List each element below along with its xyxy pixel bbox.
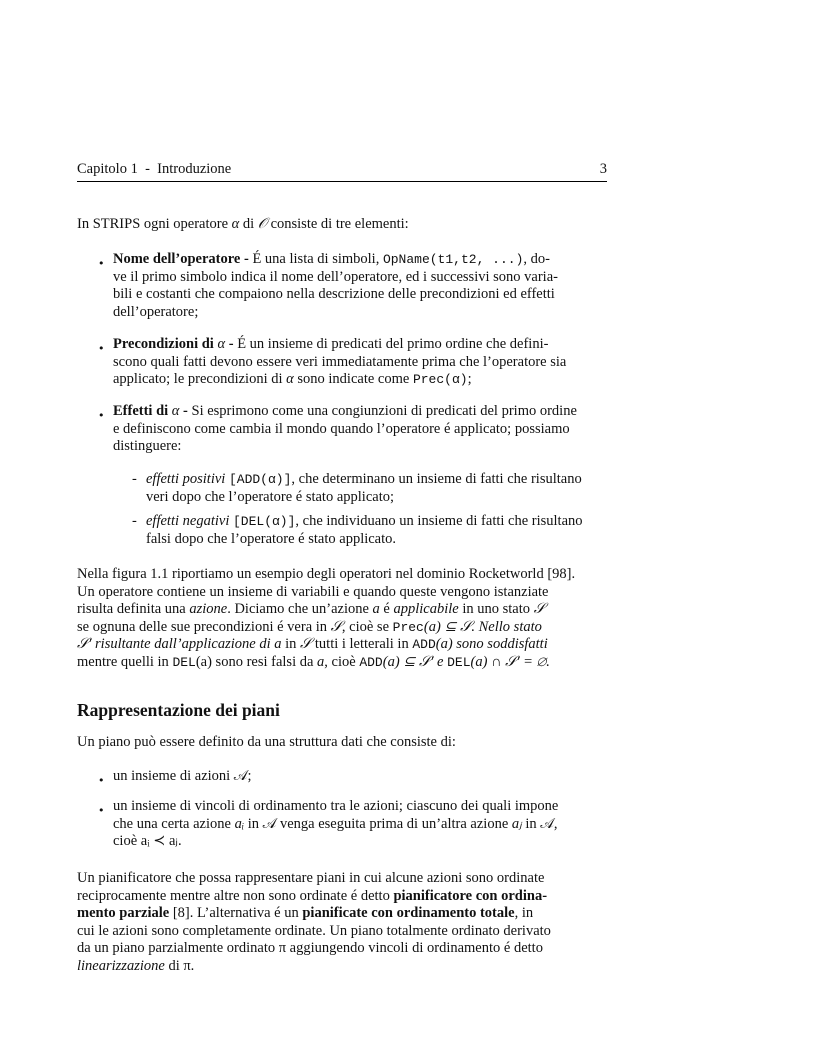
bullet-marker: •	[98, 804, 105, 817]
bullet-marker: •	[98, 409, 105, 422]
running-header	[77, 160, 607, 182]
paragraph-partial-order: Un pianificatore che possa rappresentare piani in cui alcune azioni sono ordinate reciprocamente mentre altre non sono ordinate é detto pianificatore con ordina- mento parziale [8]. L’alternativa é un pianificate con ordinamento totale, in cui le azioni sono completamente ordinate. Un piano totalmente ordinato derivato da un piano parzialmente ordinato π aggiungendo vincoli di ordinamento é detto linearizzazione di π.	[77, 870, 551, 974]
sub-bullet-dash: -	[132, 513, 137, 529]
sub-item-positive-effects: effetti positivi [ADD(α)], che determinano un insieme di fatti che risultano veri dopo che l’operatore é stato applicato;	[146, 471, 582, 505]
sub-item-negative-effects: effetti negativi [DEL(α)], che individuano un insieme di fatti che risultano falsi dopo che l’operatore é stato applicato.	[146, 513, 583, 547]
paragraph-actions: Nella figura 1.1 riportiamo un esempio degli operatori nel dominio Rocketworld [98]. Un operatore contiene un insieme di variabili e quando queste vengono istanziate risulta definita una azione. Diciamo che un’azione a é applicabile in uno stato 𝒮 se ognuna delle sue precondizioni é vera in 𝒮, cioè se Prec(a) ⊆ 𝒮. Nello stato 𝒮′ risultante dall’applicazione di a in 𝒮 tutti i letterali in ADD(a) sono soddisfatti mentre quelli in DEL(a) sono resi falsi da a, cioè ADD(a) ⊆ 𝒮′ e DEL(a) ∩ 𝒮′ = ∅.	[77, 566, 576, 670]
section-heading: Rappresentazione dei piani	[77, 700, 280, 720]
list-item-actions-set: un insieme di azioni 𝒜;	[113, 768, 252, 784]
sub-bullet-dash: -	[132, 471, 137, 487]
bullet-marker: •	[98, 774, 105, 787]
bullet-marker: •	[98, 342, 105, 355]
page-number: 3	[599, 161, 607, 177]
paragraph-plan-definition: Un piano può essere definito da una struttura dati che consiste di:	[77, 734, 456, 750]
list-item-ordering-constraints: un insieme di vincoli di ordinamento tra le azioni; ciascuno dei quali impone che una certa azione aᵢ in 𝒜 venga eseguita prima di un’altra azione aⱼ in 𝒜, cioè aᵢ ≺ aⱼ.	[113, 798, 559, 850]
list-item-effects: Effetti di α - Si esprimono come una congiunzioni di predicati del primo ordine e definiscono come cambia il mondo quando l’operatore é applicato; possiamo distinguere:	[113, 403, 577, 455]
intro-paragraph: In STRIPS ogni operatore α di 𝒪 consiste di tre elementi:	[77, 216, 409, 232]
bullet-marker: •	[98, 257, 105, 270]
chapter-title: Capitolo 1 - Introduzione	[77, 161, 232, 177]
list-item-operator-name: Nome dell’operatore - É una lista di simboli, OpName(t1,t2, ...), do- ve il primo simbolo indica il nome dell’operatore, ed i successivi sono varia- bili e costanti che compaiono nella descrizione delle precondizioni ed effetti dell’operatore;	[113, 251, 558, 320]
list-item-preconditions: Precondizioni di α - É un insieme di predicati del primo ordine che defini- scono quali fatti devono essere veri immediatamente prima che l’operatore sia applicato; le precondizioni di α sono indicate come Prec(α);	[113, 336, 567, 388]
